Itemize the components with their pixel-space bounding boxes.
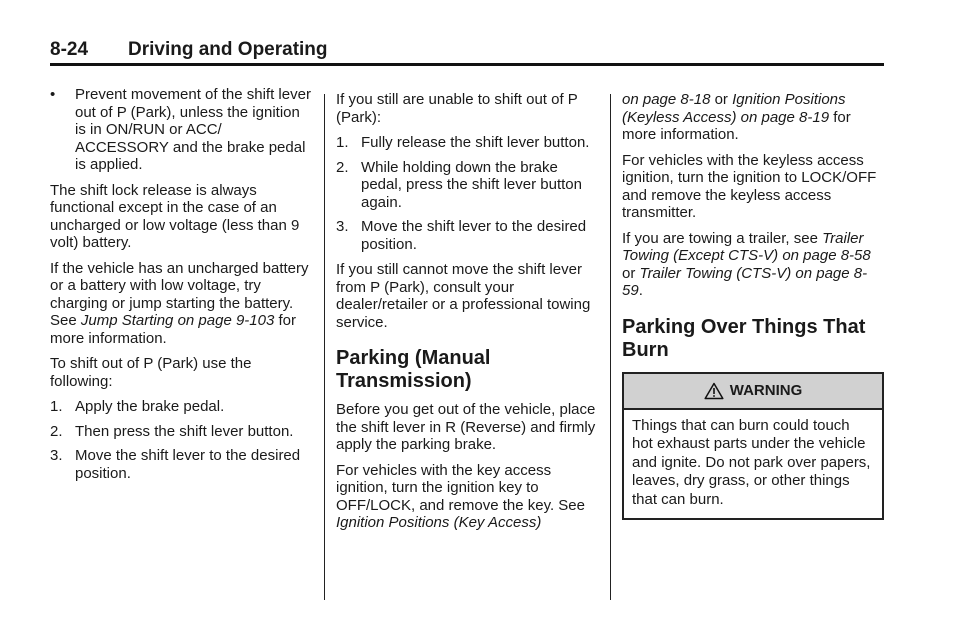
paragraph-text: or bbox=[622, 264, 640, 282]
list-item bbox=[50, 447, 312, 482]
cross-reference-link[interactable]: Ignition Positions (Keyless Access) on page 8-19 bbox=[622, 91, 846, 126]
cross-reference-link[interactable]: Ignition Positions (Key Access) bbox=[336, 514, 542, 531]
numbered-list bbox=[50, 398, 312, 482]
bullet-item bbox=[50, 86, 312, 174]
cross-reference-link[interactable]: on page 8-18 bbox=[622, 91, 711, 108]
paragraph: To shift out of P (Park) use the following: bbox=[50, 355, 252, 390]
list-item bbox=[336, 134, 598, 152]
list-number: 2. bbox=[336, 158, 349, 176]
list-number: 3. bbox=[50, 447, 63, 464]
paragraph-text: for more information. bbox=[622, 108, 851, 143]
column-3 bbox=[622, 91, 884, 520]
paragraph: The shift lock release is always functional except in the case of an uncharged or low voltage (less than 9 volt) battery. bbox=[50, 181, 300, 251]
list-text: While holding down the brake pedal, press the shift lever button again. bbox=[361, 158, 582, 211]
bullet-text: Prevent movement of the shift lever out of P (Park), unless the ignition is in ON/RUN or ACC/ ACCESSORY and the brake pedal is applied. bbox=[75, 86, 311, 173]
list-text: Then press the shift lever button. bbox=[75, 422, 294, 440]
paragraph-text: If the vehicle has an uncharged battery or a battery with low voltage, try charging or jump starting the battery. See bbox=[50, 259, 309, 329]
paragraph: If you still are unable to shift out of P (Park): bbox=[336, 91, 578, 126]
list-item bbox=[50, 398, 312, 416]
list-item bbox=[50, 423, 312, 441]
paragraph bbox=[50, 260, 312, 348]
column-1 bbox=[50, 86, 312, 490]
list-text: Move the shift lever to the desired position. bbox=[75, 447, 301, 482]
warning-box bbox=[622, 372, 884, 521]
list-item bbox=[336, 159, 598, 212]
cross-reference-link[interactable]: Trailer Towing (CTS-V) on page 8-59 bbox=[622, 264, 868, 299]
section-title: Driving and Operating bbox=[128, 39, 328, 60]
section-heading: Parking Over Things That Burn bbox=[622, 315, 866, 361]
warning-triangle-icon bbox=[704, 382, 724, 400]
paragraph: Before you get out of the vehicle, place the shift lever in R (Reverse) and firmly apply the parking brake. bbox=[336, 401, 596, 453]
list-number: 1. bbox=[336, 134, 349, 151]
paragraph: For vehicles with the keyless access ignition, turn the ignition to LOCK/OFF and remove the keyless access transmitter. bbox=[622, 151, 877, 221]
paragraph bbox=[336, 462, 598, 532]
paragraph-text: or bbox=[710, 91, 733, 108]
numbered-list bbox=[336, 134, 598, 253]
warning-title: WARNING bbox=[729, 381, 803, 399]
paragraph-text: for more information. bbox=[50, 312, 297, 347]
paragraph-text: For vehicles with the key access ignition, turn the ignition key to OFF/LOCK, and remove the key. See bbox=[336, 461, 585, 514]
paragraph-text: If you are towing a trailer, see bbox=[622, 229, 823, 247]
section-heading: Parking (Manual Transmission) bbox=[336, 347, 491, 392]
warning-header bbox=[624, 374, 882, 410]
column-divider-2 bbox=[610, 94, 611, 600]
page-number: 8-24 bbox=[50, 39, 89, 60]
cross-reference-link[interactable]: Jump Starting on page 9-103 bbox=[80, 312, 275, 329]
list-number: 2. bbox=[50, 422, 63, 440]
list-number: 1. bbox=[50, 398, 63, 415]
column-divider-1 bbox=[324, 94, 325, 600]
paragraph-text: . bbox=[638, 282, 643, 299]
list-text: Apply the brake pedal. bbox=[75, 398, 225, 415]
column-2 bbox=[336, 91, 598, 540]
list-item bbox=[336, 218, 598, 253]
list-number: 3. bbox=[336, 218, 349, 235]
bullet-symbol: • bbox=[50, 86, 56, 103]
list-text: Fully release the shift lever button. bbox=[361, 134, 590, 151]
paragraph: If you still cannot move the shift lever from P (Park), consult your dealer/retailer or a professional towing service. bbox=[336, 261, 591, 331]
cross-reference-link[interactable]: Trailer Towing (Except CTS-V) on page 8-58 bbox=[622, 229, 871, 264]
paragraph bbox=[622, 230, 884, 300]
paragraph bbox=[622, 91, 884, 144]
warning-body: Things that can burn could touch hot exhaust parts under the vehicle and ignite. Do not park over papers, leaves, dry grass, or other things that can burn. bbox=[632, 416, 871, 508]
list-text: Move the shift lever to the desired position. bbox=[361, 218, 587, 253]
header-rule bbox=[50, 63, 884, 66]
